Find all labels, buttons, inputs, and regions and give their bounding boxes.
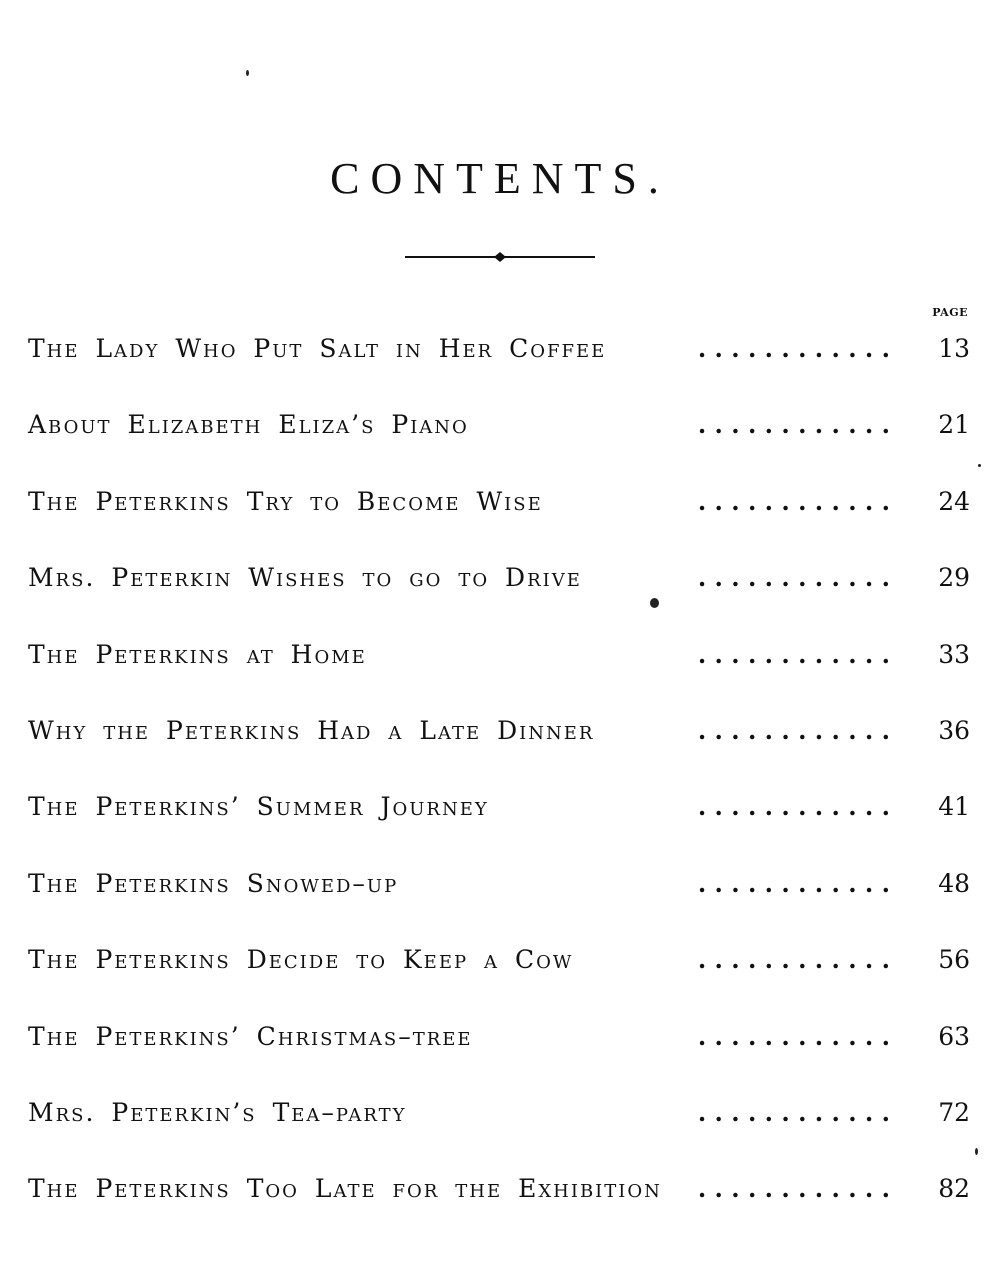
- toc-entry: [28, 792, 970, 832]
- toc-entry-page: 82: [938, 1174, 970, 1204]
- toc-entry-title: About Elizabeth Eliza’s Piano: [28, 410, 469, 440]
- toc-entry-title: The Peterkins Too Late for the Exhibition: [28, 1174, 662, 1204]
- toc-dot-leader: . . . . . . . . . . . .: [697, 563, 890, 593]
- toc-dot-leader: . . . . . . . . . . . .: [697, 945, 890, 975]
- toc-entry-title: The Lady Who Put Salt in Her Coffee: [28, 334, 607, 363]
- toc-entry-title: Mrs. Peterkin’s Tea–party: [28, 1098, 407, 1127]
- toc-entry: [28, 716, 970, 756]
- toc-entry: [28, 945, 970, 985]
- toc-dot-leader: . . . . . . . . . . . .: [697, 868, 890, 898]
- toc-entry-page: 41: [938, 792, 970, 822]
- toc-entry-page: 29: [938, 563, 970, 593]
- toc-dot-leader: . . . . . . . . . . . .: [697, 1021, 890, 1051]
- toc-entry-title: The Peterkins Decide to Keep a Cow: [28, 945, 574, 975]
- print-speck: [978, 464, 981, 467]
- toc-entry-title: The Peterkins at Home: [28, 639, 367, 669]
- toc-entry-page: 36: [938, 716, 970, 745]
- toc-entry: [28, 869, 970, 909]
- toc-dot-leader: . . . . . . . . . . . .: [697, 1174, 890, 1204]
- toc-entry-title: The Peterkins’ Christmas–tree: [28, 1021, 473, 1051]
- toc-entry-page: 21: [938, 410, 970, 440]
- toc-entry: [28, 1022, 970, 1062]
- toc-entry: [28, 1098, 970, 1138]
- print-speck: [975, 1148, 978, 1155]
- print-speck: [246, 70, 249, 76]
- print-speck: [650, 598, 659, 608]
- page-title: CONTENTS.: [330, 154, 670, 204]
- page-column-header: PAGE: [932, 306, 968, 319]
- toc-entry-title: Mrs. Peterkin Wishes to go to Drive: [28, 563, 582, 593]
- toc-entry-page: 24: [938, 486, 970, 516]
- toc-entry-page: 63: [938, 1021, 970, 1051]
- toc-dot-leader: . . . . . . . . . . . .: [697, 1098, 890, 1127]
- toc-entry: [28, 410, 970, 450]
- toc-dot-leader: . . . . . . . . . . . .: [697, 716, 890, 745]
- toc-entry: [28, 1174, 970, 1214]
- toc-dot-leader: . . . . . . . . . . . .: [697, 639, 890, 669]
- toc-entry: [28, 334, 970, 374]
- toc-dot-leader: . . . . . . . . . . . .: [697, 486, 890, 516]
- toc-dot-leader: . . . . . . . . . . . .: [697, 334, 890, 363]
- toc-entry: [28, 487, 970, 527]
- toc-dot-leader: . . . . . . . . . . . .: [697, 792, 890, 822]
- toc-entry-page: 72: [938, 1098, 970, 1127]
- toc-entry-title: The Peterkins Snowed–up: [28, 868, 399, 898]
- toc-entry-page: 48: [938, 868, 970, 898]
- toc-entry: [28, 640, 970, 680]
- toc-entry-title: The Peterkins Try to Become Wise: [28, 486, 543, 516]
- toc-entry-page: 33: [938, 639, 970, 669]
- toc-entry-title: Why the Peterkins Had a Late Dinner: [28, 716, 595, 745]
- toc-entry-page: 56: [938, 945, 970, 975]
- toc-dot-leader: . . . . . . . . . . . .: [697, 410, 890, 440]
- toc-entry: [28, 563, 970, 603]
- toc-entry-title: The Peterkins’ Summer Journey: [28, 792, 489, 822]
- toc-entry-page: 13: [938, 334, 970, 363]
